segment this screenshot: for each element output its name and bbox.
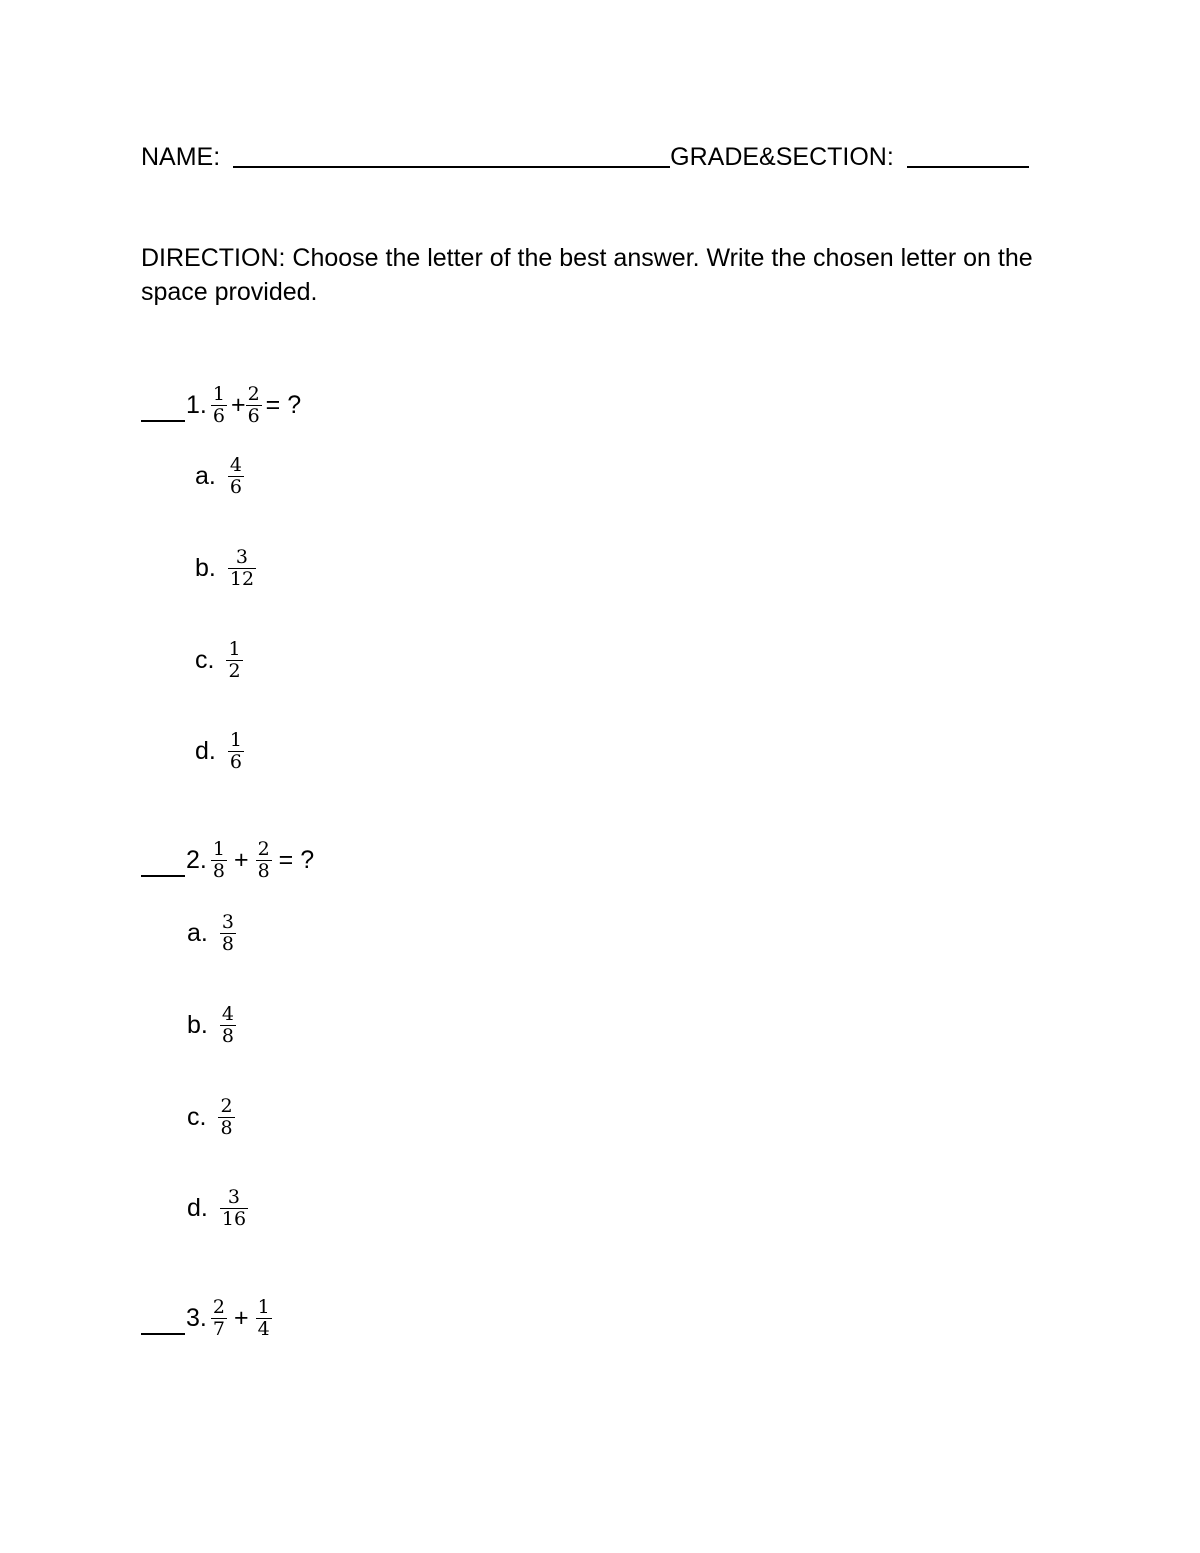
name-blank[interactable]: [233, 165, 670, 168]
answer-blank-2[interactable]: [141, 857, 185, 877]
name-label: NAME:: [141, 143, 221, 171]
question-1: [141, 375, 301, 435]
question-number: 1.: [186, 390, 207, 419]
fraction: $\frac{2}{8}$: [257, 837, 270, 882]
option-fraction: $\frac{4}{6}$: [229, 453, 242, 498]
operator: +: [233, 1303, 249, 1332]
fraction: $\frac{2}{6}$: [247, 382, 260, 427]
grade-section-blank[interactable]: [907, 165, 1029, 168]
option-fraction: $\frac{3}{16}$: [221, 1185, 247, 1230]
option-letter: c.: [187, 1102, 207, 1131]
header-line: [141, 142, 1029, 172]
option-1c[interactable]: [195, 630, 247, 690]
option-fraction: $\frac{3}{8}$: [221, 910, 234, 955]
option-letter: a.: [195, 461, 216, 490]
question-2: [141, 830, 317, 890]
option-letter: b.: [195, 553, 216, 582]
option-fraction: $\frac{2}{8}$: [220, 1094, 233, 1139]
direction-text: DIRECTION: Choose the letter of the best answer. Write the chosen letter on the space provided.: [141, 244, 1033, 306]
question-3: [141, 1288, 276, 1348]
answer-blank-1[interactable]: [141, 402, 185, 422]
question-number: 3.: [186, 1303, 207, 1332]
option-1a[interactable]: [195, 446, 248, 506]
operator: +: [233, 845, 249, 874]
question-suffix: = ?: [278, 845, 315, 874]
option-1d[interactable]: [195, 721, 248, 781]
option-letter: b.: [187, 1010, 208, 1039]
question-suffix: = ?: [265, 390, 302, 419]
option-fraction: $\frac{4}{8}$: [221, 1002, 234, 1047]
option-fraction: $\frac{1}{2}$: [228, 637, 241, 682]
option-fraction: $\frac{1}{6}$: [229, 728, 242, 773]
option-fraction: $\frac{3}{12}$: [229, 545, 255, 590]
fraction: $\frac{1}{6}$: [212, 382, 225, 427]
fraction: $\frac{1}{4}$: [257, 1295, 270, 1340]
option-2d[interactable]: [187, 1178, 252, 1238]
option-letter: c.: [195, 645, 215, 674]
option-letter: a.: [187, 918, 208, 947]
option-1b[interactable]: [195, 538, 260, 598]
option-2a[interactable]: [187, 903, 240, 963]
fraction: $\frac{1}{8}$: [212, 837, 225, 882]
option-letter: d.: [195, 736, 216, 765]
operator: +: [230, 390, 246, 419]
answer-blank-3[interactable]: [141, 1315, 185, 1335]
option-letter: d.: [187, 1193, 208, 1222]
fraction: $\frac{2}{7}$: [212, 1295, 225, 1340]
option-2b[interactable]: [187, 995, 240, 1055]
question-number: 2.: [186, 845, 207, 874]
option-2c[interactable]: [187, 1087, 239, 1147]
grade-section-label: GRADE&SECTION:: [670, 143, 894, 171]
